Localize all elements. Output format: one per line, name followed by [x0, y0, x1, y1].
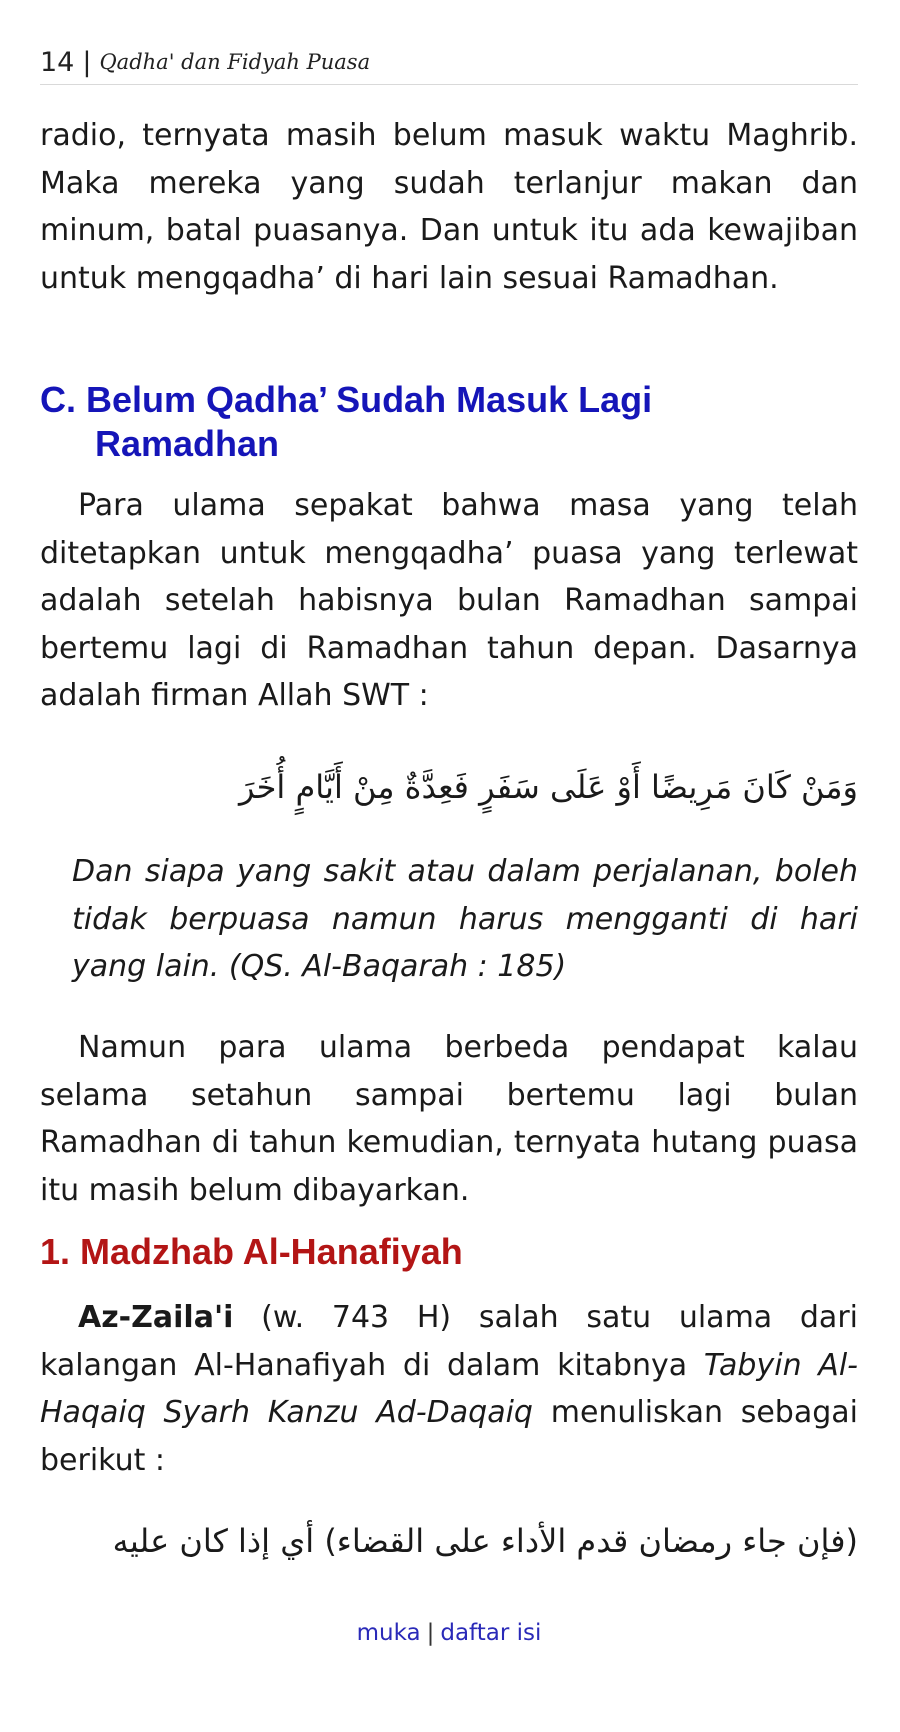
header-separator: |: [82, 46, 92, 78]
verse-translation: Dan siapa yang sakit atau dalam perjalanan, boleh tidak berpuasa namun harus mengganti di hari yang lain. (QS. Al-Baqarah : 185): [72, 854, 858, 984]
subheading-hanafiyah: 1. Madzhab Al-Hanafiyah: [40, 1231, 463, 1272]
paragraph-berbeda-pendapat: Namun para ulama berbeda pendapat kalau selama setahun sampai bertemu lagi bulan Ramadhan di tahun kemudian, ternyata hutang puasa itu masih belum dibayarkan.: [40, 1030, 858, 1208]
book-reference: Tabyin Al-Haqaiq Syarh Kanzu Ad-Daqaiq: [40, 1347, 858, 1430]
paragraph-az-zailai-text-a: (w. 743 H) salah satu ulama dari kalangan Al-Hanafiyah di dalam kitabnya: [40, 1300, 858, 1383]
paragraph-az-zailai: [40, 1294, 858, 1484]
page-number: 14: [40, 46, 75, 78]
page-footer: [40, 1620, 858, 1646]
scholar-name: Az-Zaila'i: [78, 1300, 234, 1335]
arabic-quote-start: (فإن جاء رمضان قدم الأداء على القضاء) أي إذا كان عليه: [112, 1522, 858, 1560]
paragraph-continued: radio, ternyata masih belum masuk waktu Maghrib. Maka mereka yang sudah terlanjur makan dan minum, batal puasanya. Dan untuk itu ada kewajiban untuk mengqadha’ di hari lain sesuai Ramadhan.: [40, 118, 858, 296]
quran-verse-arabic: وَمَنْ كَانَ مَرِيضًا أَوْ عَلَى سَفَرٍ فَعِدَّةٌ مِنْ أَيَّامٍ أُخَرَ: [238, 768, 858, 806]
section-heading-c-line2: Ramadhan: [95, 423, 280, 464]
paragraph-ulama-sepakat: Para ulama sepakat bahwa masa yang telah ditetapkan untuk mengqadha’ puasa yang terlewat adalah setelah habisnya bulan Ramadhan sampai bertemu lagi di Ramadhan tahun depan. Dasarnya adalah firman Allah SWT :: [40, 488, 858, 713]
page-header: [40, 40, 858, 85]
paragraph-az-zailai-text-b: menuliskan sebagai berikut :: [40, 1395, 858, 1478]
home-link[interactable]: muka: [356, 1620, 421, 1646]
section-heading-c: [40, 378, 858, 466]
section-heading-c-line1: C. Belum Qadha’ Sudah Masuk Lagi: [40, 379, 653, 420]
book-title: Qadha' dan Fidyah Puasa: [99, 50, 371, 74]
table-of-contents-link[interactable]: daftar isi: [440, 1620, 542, 1646]
footer-separator: |: [426, 1620, 435, 1646]
